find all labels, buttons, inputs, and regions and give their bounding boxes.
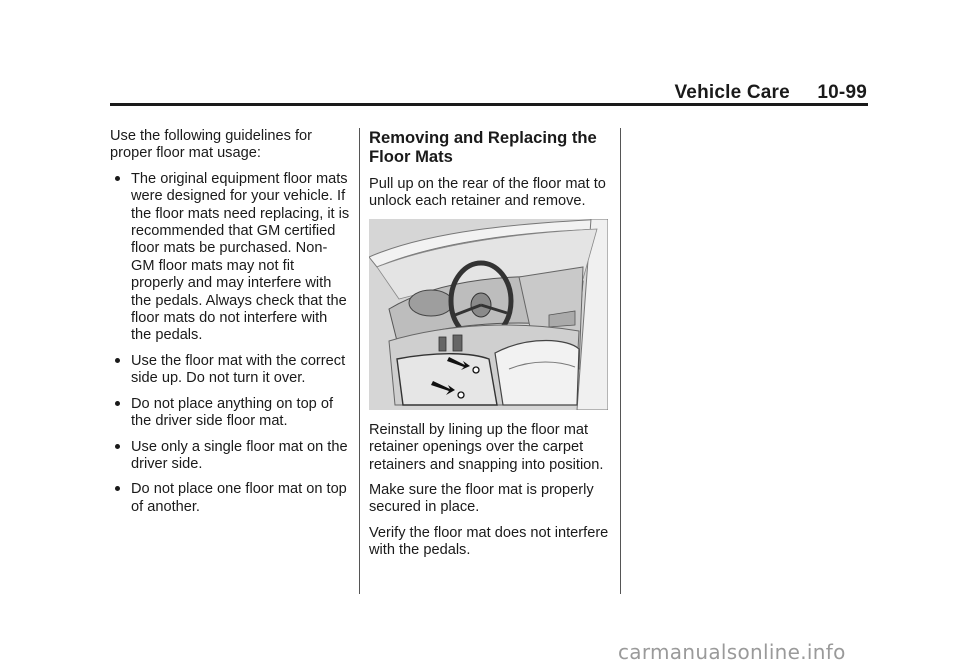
list-item: Do not place anything on top of the driver side floor mat. [110, 396, 350, 431]
section-heading: Removing and Replacing the Floor Mats [369, 128, 597, 166]
page-number: 10-99 [817, 82, 867, 103]
reinstall-paragraph: Reinstall by lining up the floor mat retainer openings over the carpet retainers and snapping into position. [369, 421, 604, 473]
list-item: Do not place one floor mat on top of another. [110, 481, 350, 516]
page-header [674, 82, 867, 104]
bullet-icon [115, 401, 120, 406]
secure-paragraph: Make sure the floor mat is properly secured in place. [369, 482, 594, 516]
bullet-icon [115, 444, 120, 449]
removal-paragraph: Pull up on the rear of the floor mat to unlock each retainer and remove. [369, 176, 606, 210]
column-divider [620, 128, 621, 594]
list-item: Use only a single floor mat on the driver side. [110, 439, 350, 474]
watermark: carmanualsonline.info [618, 640, 846, 664]
bullet-icon [115, 486, 120, 491]
bullet-icon [115, 176, 120, 181]
guidelines-list [110, 171, 350, 516]
bullet-icon [115, 358, 120, 363]
verify-paragraph: Verify the floor mat does not interfere with the pedals. [369, 524, 609, 559]
section-title: Vehicle Care [674, 82, 790, 103]
floor-mat-illustration [369, 219, 608, 410]
list-item: The original equipment floor mats were designed for your vehicle. If the floor mats need replacing, it is recommended that GM certified floor mats be purchased. Non-GM floor mats may not fit properly and may interfere with the pedals. Always check that the floor mats do not interfere with the pedals. [110, 171, 350, 345]
middle-column [369, 128, 611, 568]
header-rule [110, 103, 868, 106]
intro-paragraph: Use the following guidelines for proper floor mat usage: [110, 128, 312, 162]
list-item: Use the floor mat with the correct side up. Do not turn it over. [110, 353, 350, 388]
left-column [110, 128, 350, 524]
column-divider [359, 128, 360, 594]
